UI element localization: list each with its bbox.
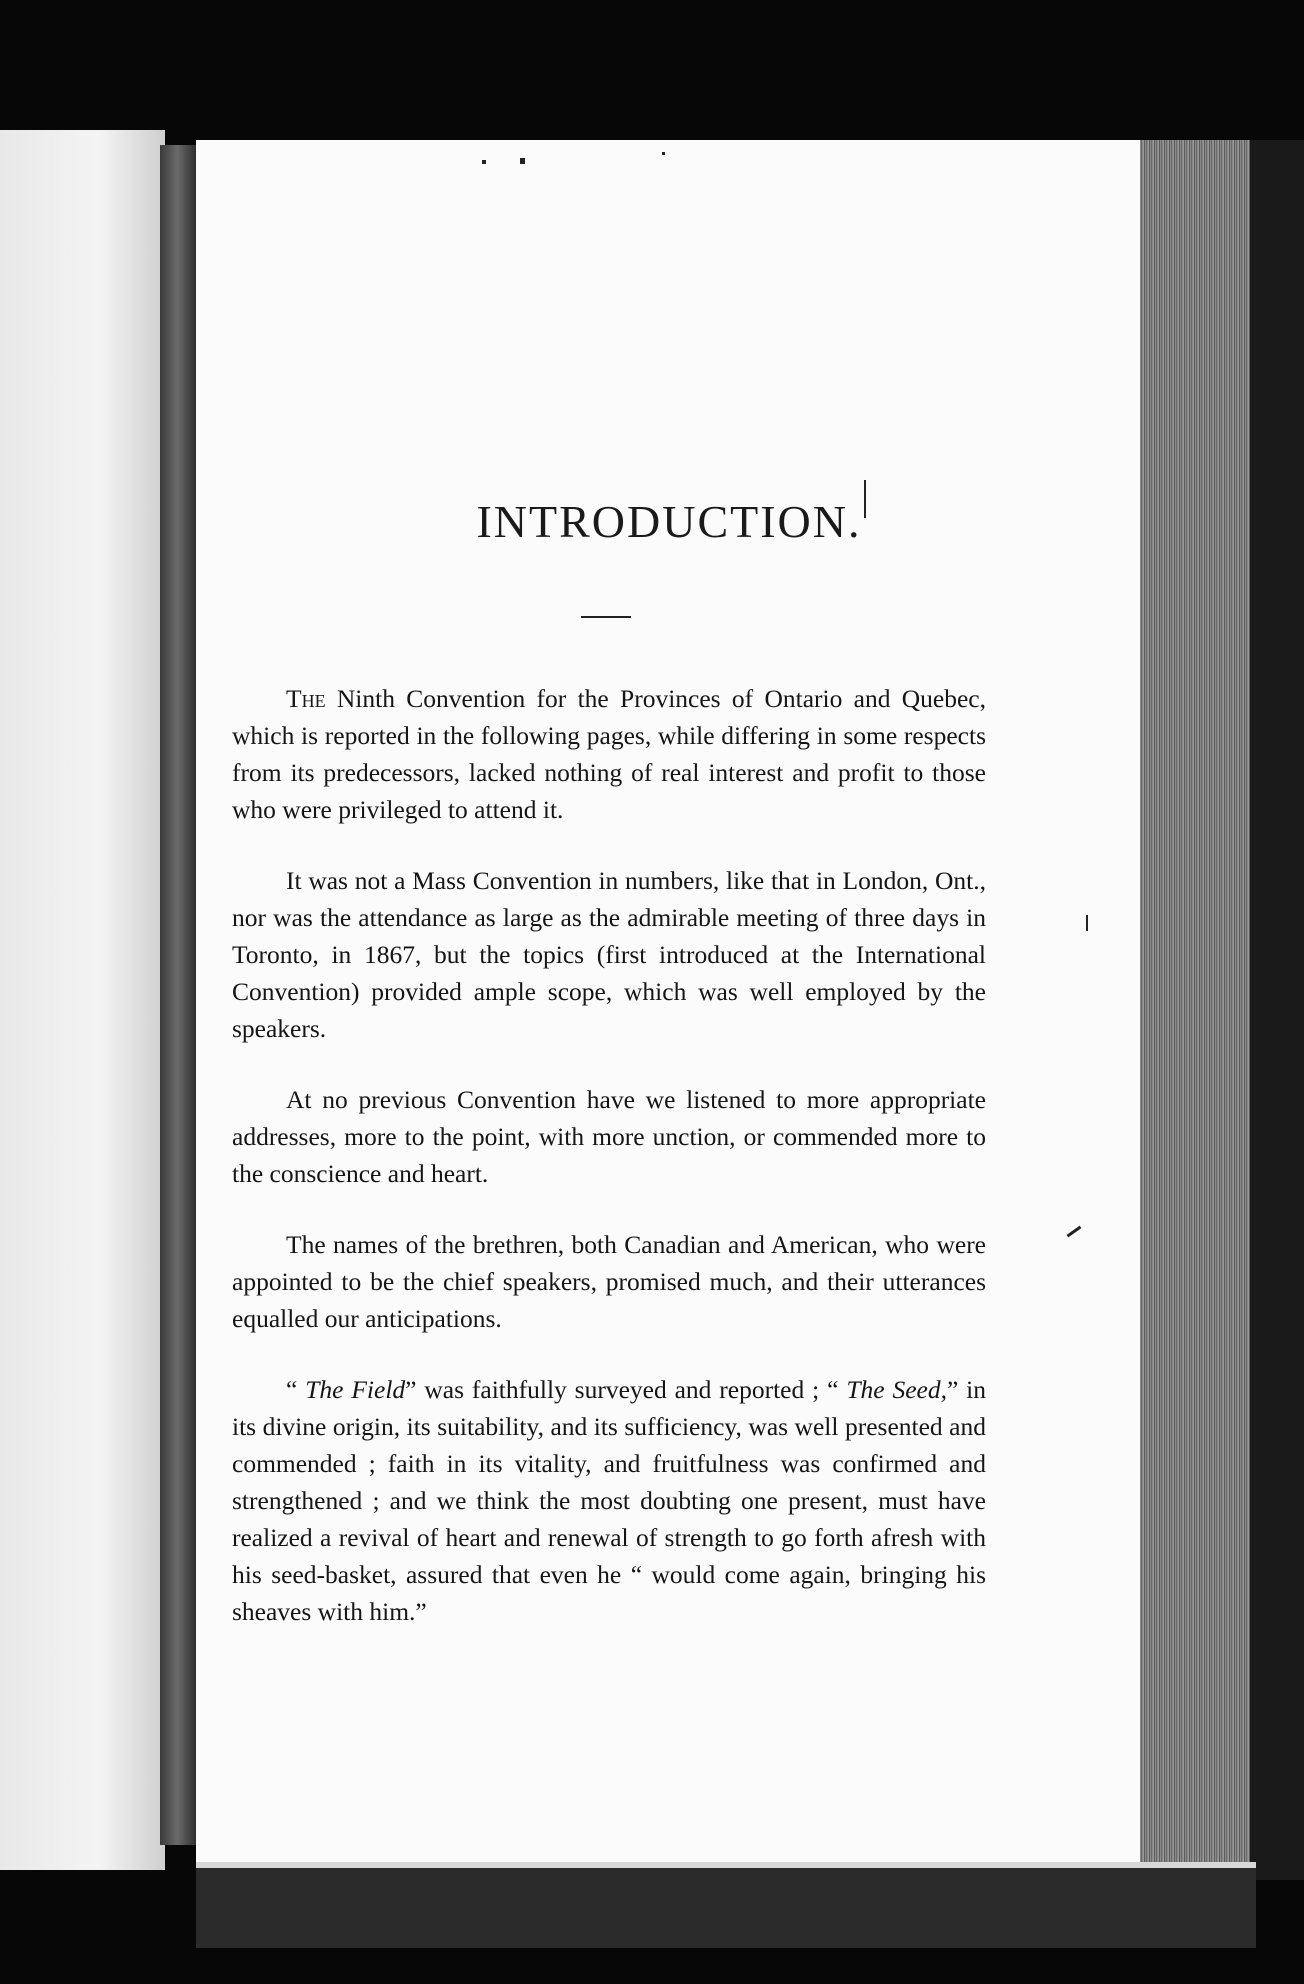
page-title: INTRODUCTION. [476,496,862,547]
paragraph-1-text: Ninth Convention for the Provinces of Ontario and Quebec, which is reported in the following pages, while differing in some respects from its predecessors, lacked nothing of real interest and profit to those who were privileged to attend it. [232,684,986,824]
book-gutter [160,145,198,1845]
pencil-mark [864,480,866,518]
book-page [196,140,1142,1868]
paragraph-3: At no previous Convention have we listened to more appropriate addresses, more to the point, with more unction, or commended more to the conscience and heart. [232,1085,986,1188]
paragraph-1-lead: The [286,684,326,713]
paragraph-2: It was not a Mass Convention in numbers, like that in London, Ont., nor was the attendance as large as the admirable meeting of three days in Toronto, in 1867, but the topics (first introduced at the International Convention) provided ample scope, which was well employed by the speakers. [232,866,986,1043]
left-page-margin [0,130,165,1870]
title-rule [581,616,631,618]
paragraph-5-mid: ” was faithfully surveyed and reported ; “ [405,1375,847,1404]
paragraph-5-seed: The Seed, [846,1375,947,1404]
paragraph-5-rest: ” in its divine origin, its suitability, and its sufficiency, was well presented and commended ; faith in its vitality, and fruitfulness was confirmed and strengthened ; and we think the most doubting one present, must have realized a revival of heart and renewal of strength to go forth afresh with his seed-basket, assured that even he “ would come again, bringing his sheaves with him.” [232,1375,987,1626]
paragraph-4: The names of the brethren, both Canadian and American, who were appointed to be the chief speakers, promised much, and their utterances equalled our anticipations. [232,1230,986,1333]
speck [520,158,525,164]
pencil-mark [1086,915,1088,931]
paragraph-5 [232,1371,986,1630]
page-edges [1140,140,1260,1880]
introduction-body [232,680,986,1664]
speck [662,152,665,155]
scan-border [1250,140,1304,1880]
paragraph-5-q1-open: “ [286,1375,306,1404]
book-cover-edge [196,1868,1256,1948]
paragraph-5-field: The Field [305,1375,406,1404]
paragraph-1 [232,680,986,828]
pencil-mark [1067,1226,1082,1238]
speck [482,160,486,164]
